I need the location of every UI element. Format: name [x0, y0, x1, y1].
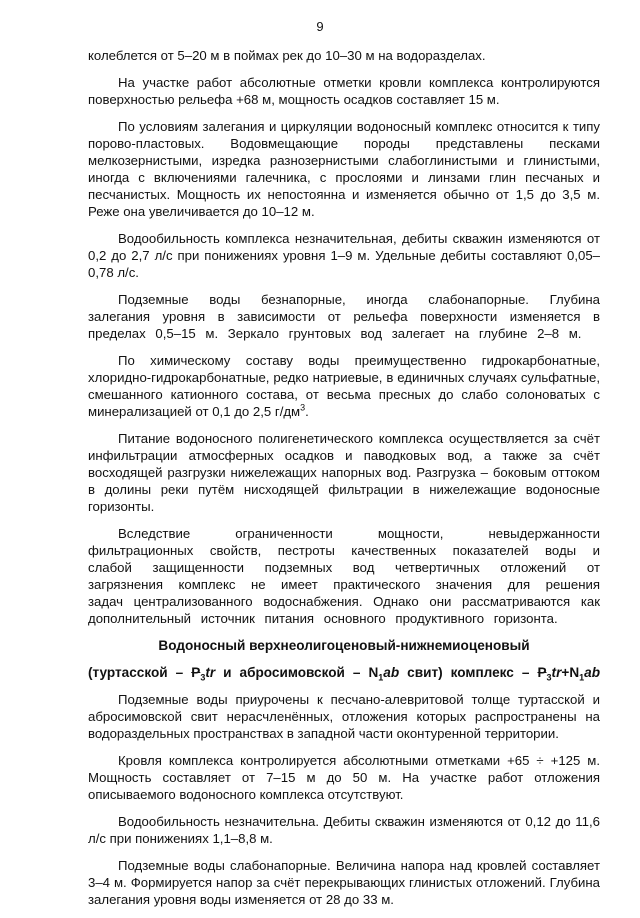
paragraph-6: По химическому составу воды преимущественно гидрокарбонатные, хлоридно-гидрокарбонатные, редко натриевые, в единичных случаях сульфатные, смешанного катионного состава, от весьма пресных до слабо солоноватых с минерализацией от 0,1 до 2,5 $г/дм^3$. — [88, 353, 600, 419]
heading-plus-n: +N — [561, 665, 580, 680]
paragraph-3: По условиям залегания и циркуляции водоносный комплекс относится к типу порово-пластовых. Водовмещающие породы представлены песками мелкозернистыми, изредка разнозернистыми слабоглинистыми и глинистыми, иногда с включениями галечника, с прослоями и линзами глин песчаных и песчанистых. Мощность их непостоянна и изменяется обычно от 1,5 до 3,5 м. Реже она увеличивается до 10–12 м. — [88, 119, 600, 219]
heading-tr-2: tr — [551, 665, 562, 680]
heading-paleogene-symbol-2: Р — [537, 665, 547, 680]
paragraph-12: Подземные воды слабонапорные. Величина напора над кровлей составляет 3–4 м. Формируется напор за счёт перекрывающих глинистых отложений. Глубина залегания уровня воды изменяется от 28 до 33 м. — [88, 858, 600, 907]
paragraph-2: На участке работ абсолютные отметки кровли комплекса контролируются поверхностью рельефа +68 м, мощность осадков составляет 15 м. — [88, 75, 600, 107]
heading-sub-3: 3 — [200, 672, 206, 683]
paragraph-4: Водообильность комплекса незначительная, дебиты скважин изменяются от 0,2 до 2,7 л/с при понижениях уровня 1–9 м. Удельные дебиты составляют 0,05–0,78 л/с. — [88, 231, 600, 280]
heading-sub-3b: 3 — [546, 672, 552, 683]
heading-sub-1b: 1 — [579, 672, 585, 683]
paragraph-11: Водообильность незначительна. Дебиты скважин изменяются от 0,12 до 11,6 л/с при понижениях 1,1–8,8 м. — [88, 814, 600, 846]
heading-svit: свит) комплекс – — [399, 665, 538, 680]
heading-sub-1: 1 — [378, 672, 384, 683]
paragraph-1: колеблется от 5–20 м в поймах рек до 10–30 м на водоразделах. — [88, 48, 486, 63]
page-body — [88, 47, 600, 918]
paragraph-10: Кровля комплекса контролируется абсолютными отметками +65 ÷ +125 м. Мощность составляет от 7–15 м до 50 м. На участке работ отложения описываемого водоносного комплекса отсутствуют. — [88, 753, 600, 802]
paragraph-9: Подземные воды приурочены к песчано-алевритовой толще туртасской и абросимовской свит нерасчленённых, отложения которых распространены на водораздельных пространствах в западной части оконтуренной территории. — [88, 692, 600, 741]
superscript-3: 3 — [300, 402, 306, 413]
heading-open: (туртасской – — [88, 665, 192, 680]
paragraph-5: Подземные воды безнапорные, иногда слабонапорные. Глубина залегания уровня в зависимости от рельефа поверхности изменяется в пределах 0,5–15 м. Зеркало грунтовых вод залегает на глубине 2–8 м. — [88, 292, 600, 341]
paragraph-6-text: По химическому составу воды преимущественно гидрокарбонатные, хлоридно-гидрокарбонатные, редко натриевые, в единичных случаях сульфатные, смешанного катионного состава, от весьма пресных до слабо солоноватых с минерализацией от 0,1 до 2,5 г/дм — [88, 353, 600, 419]
heading-paleogene-symbol: Р — [191, 665, 201, 680]
heading-ab-2: ab — [584, 665, 601, 680]
section-heading-line1: Водоносный верхнеолигоценовый-нижнемиоценовый — [158, 638, 530, 653]
page-number: 9 — [316, 19, 324, 34]
paragraph-8: Вследствие ограниченности мощности, невыдержанности фильтрационных свойств, пестроты качественных показателей воды и слабой защищенности подземных вод четвертичных отложений от загрязнения комплекс не имеет практического значения для решения задач централизованного водоснабжения. Однако они рассматриваются как дополнительный источник питания основного продуктивного горизонта. — [88, 526, 600, 626]
paragraph-7: Питание водоносного полигенетического комплекса осуществляется за счёт инфильтрации атмосферных осадков и паводковых вод, а также за счёт восходящей разгрузки нижележащих напорных вод. Разгрузка – боковым оттоком в долины реки путём нисходящей фильтрации в нижележащие водоносные горизонты. — [88, 431, 600, 514]
heading-ab: ab — [383, 665, 400, 680]
heading-mid: и абросимовской – N — [215, 665, 379, 680]
section-heading-line2 — [88, 664, 600, 681]
heading-tr: tr — [205, 665, 216, 680]
